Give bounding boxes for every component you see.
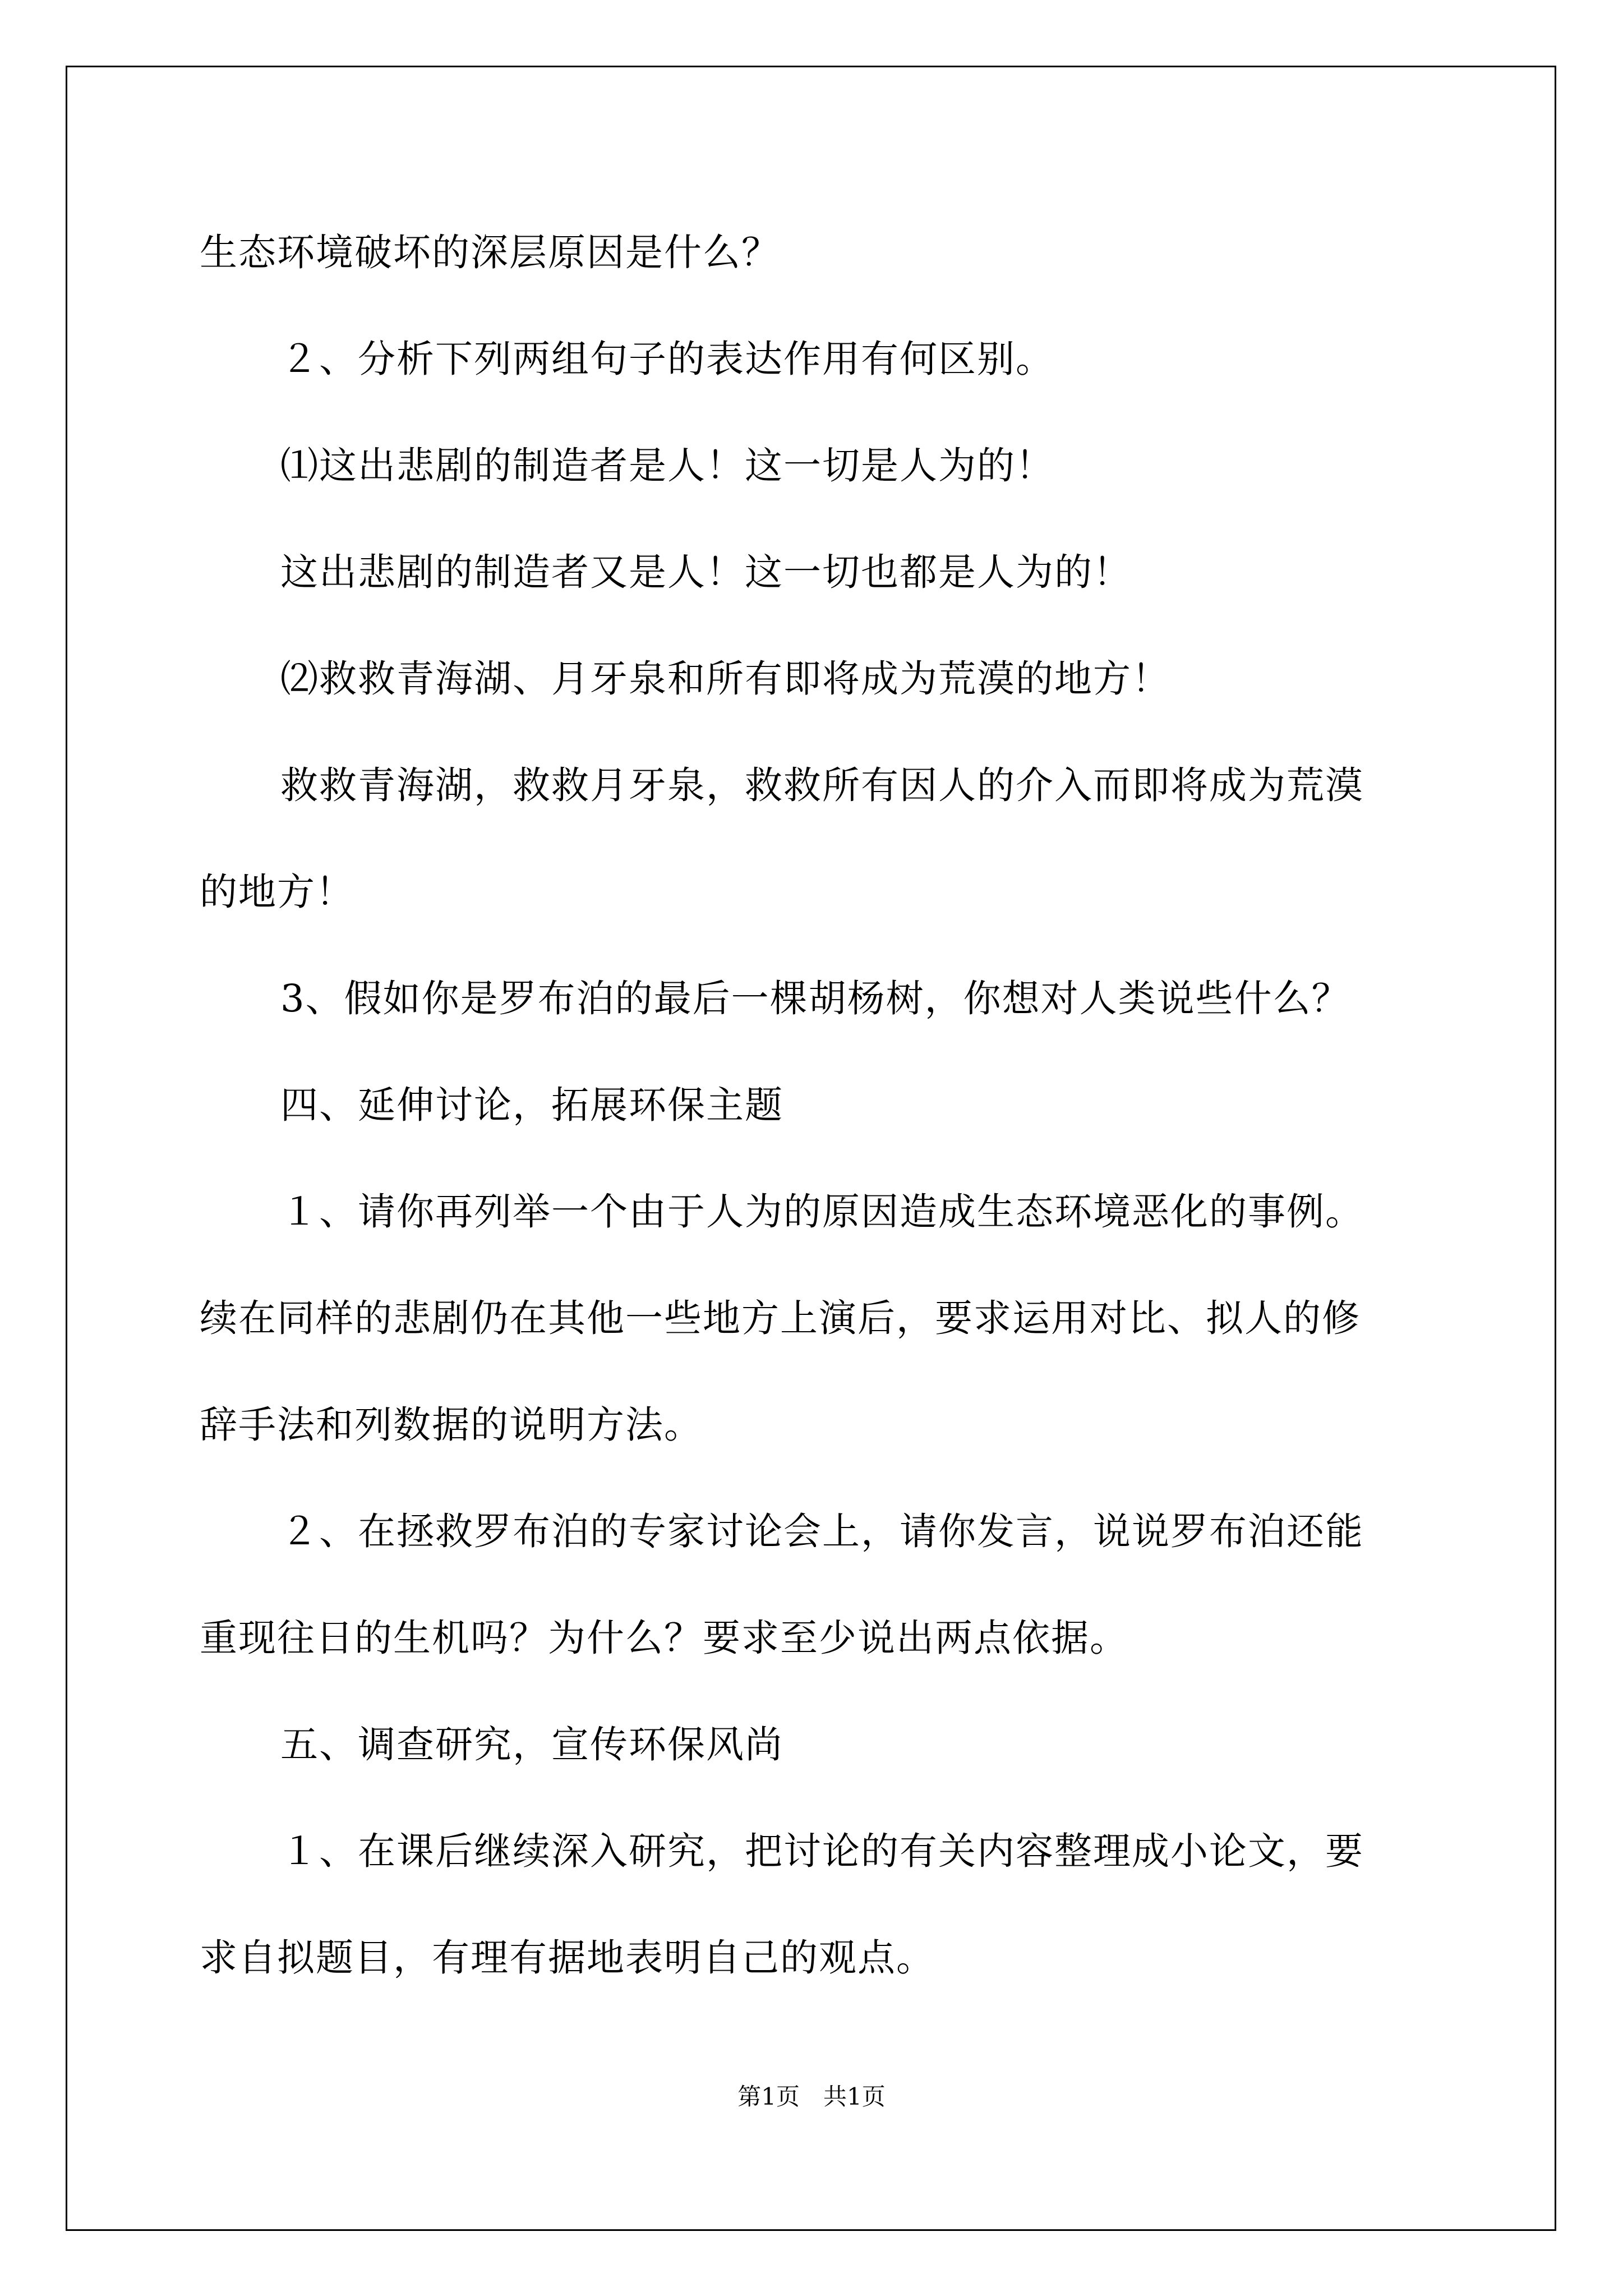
text-line-16: １、在课后继续深入研究，把讨论的有关内容整理成小论文，要 — [280, 1829, 1364, 1873]
text-line-17: 求自拟题目，有理有据地表明自己的观点。 — [200, 1936, 935, 1980]
text-line-4: 这出悲剧的制造者又是人！这一切也都是人为的！ — [280, 550, 1132, 594]
page-border — [66, 66, 1556, 2231]
text-line-2: ２、分析下列两组句子的表达作用有何区别。 — [280, 337, 1054, 381]
text-line-14: 重现往日的生机吗？为什么？要求至少说出两点依据。 — [200, 1616, 1128, 1660]
text-line-12: 辞手法和列数据的说明方法。 — [200, 1403, 703, 1447]
text-line-13: ２、在拯救罗布泊的专家讨论会上，请你发言，说说罗布泊还能 — [280, 1510, 1364, 1553]
text-line-7: 的地方！ — [200, 870, 354, 914]
page-footer: 第1页 共1页 — [737, 2083, 886, 2110]
text-line-11: 续在同样的悲剧仍在其他一些地方上演后，要求运用对比、拟人的修 — [200, 1296, 1361, 1340]
section-heading-5: 五、调查研究，宣传环保风尚 — [280, 1723, 783, 1766]
text-line-1: 生态环境破坏的深层原因是什么？ — [200, 231, 780, 274]
text-line-10: １、请你再列举一个由于人为的原因造成生态环境恶化的事例。 — [280, 1190, 1364, 1234]
text-line-3: ⑴这出悲剧的制造者是人！这一切是人为的！ — [280, 444, 1054, 487]
text-line-5: ⑵救救青海湖、月牙泉和所有即将成为荒漠的地方！ — [280, 657, 1170, 701]
text-line-6: 救救青海湖，救救月牙泉，救救所有因人的介入而即将成为荒漠 — [280, 763, 1364, 807]
text-line-8: 3、假如你是罗布泊的最后一棵胡杨树，你想对人类说些什么？ — [280, 977, 1350, 1020]
section-heading-4: 四、延伸讨论，拓展环保主题 — [280, 1083, 783, 1127]
